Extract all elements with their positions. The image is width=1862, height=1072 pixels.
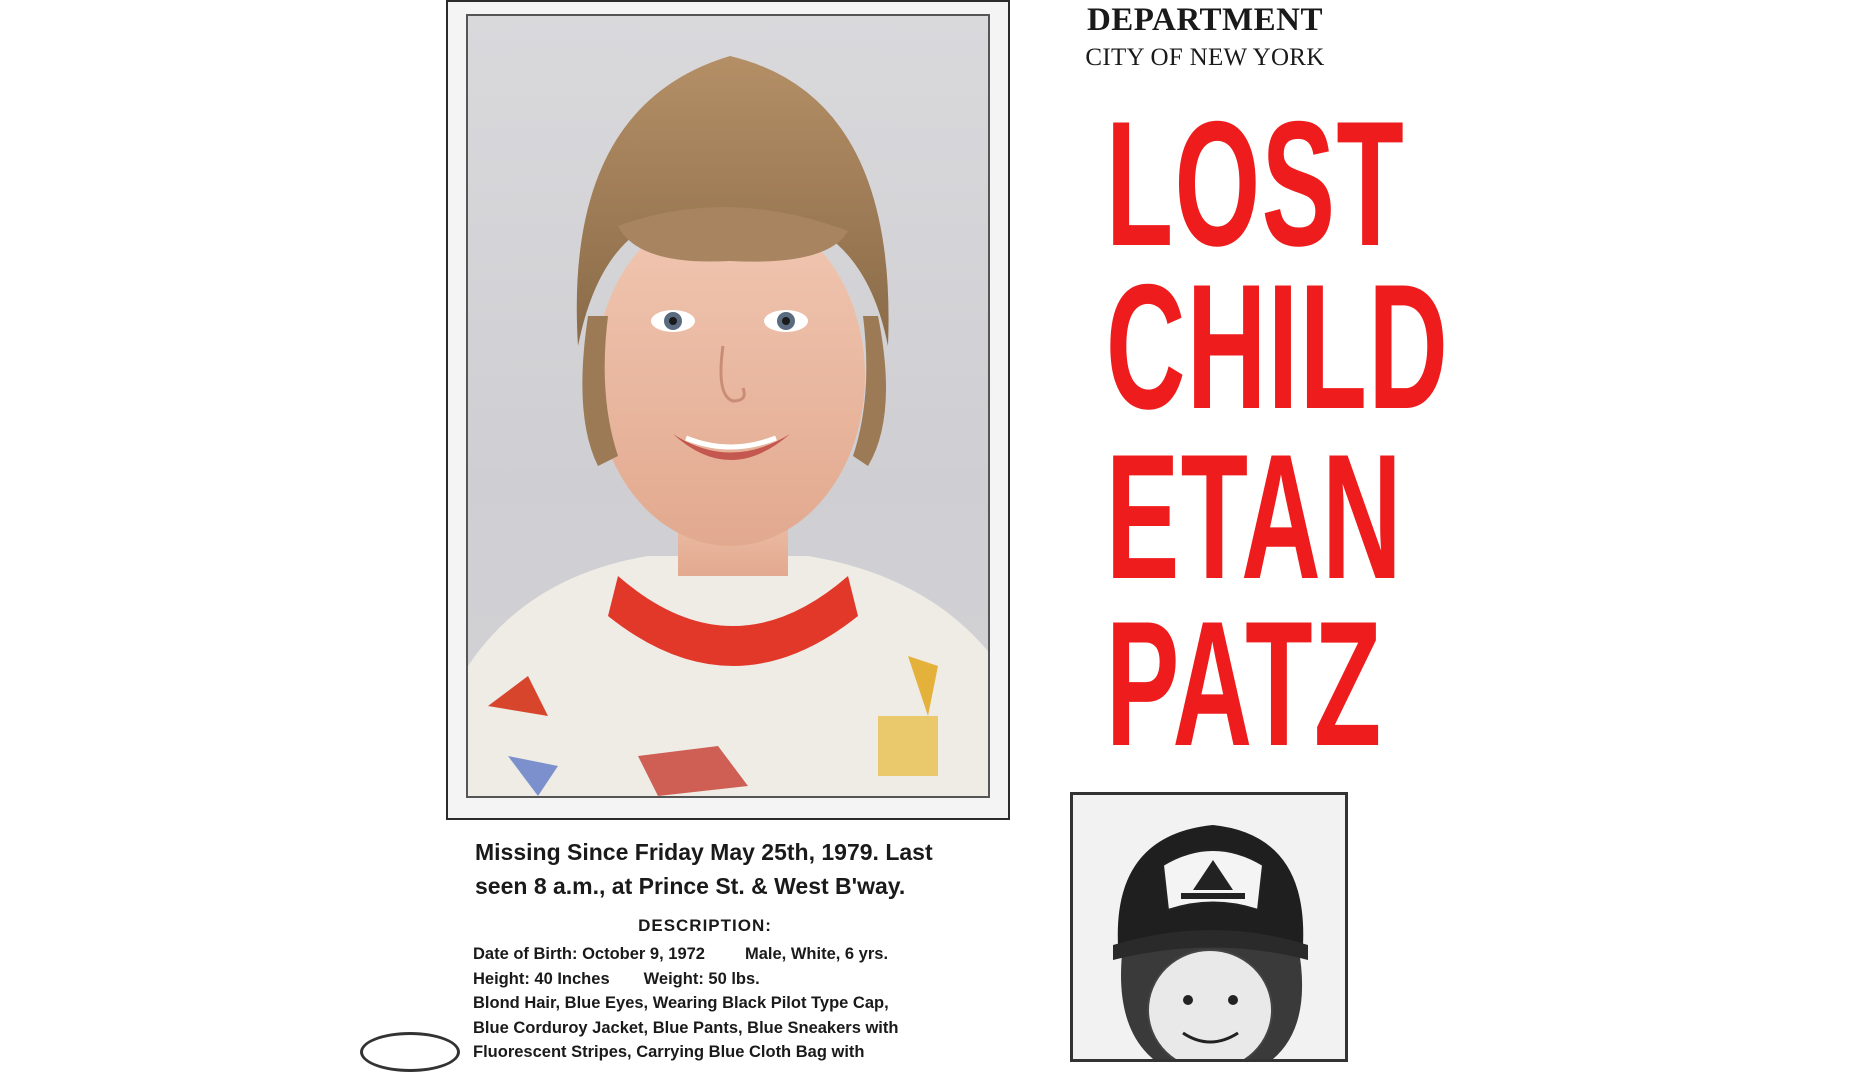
description-title: DESCRIPTION: bbox=[638, 916, 772, 935]
missing-line-1: Missing Since Friday May 25th, 1979. Last bbox=[475, 839, 933, 865]
secondary-photo bbox=[1070, 792, 1348, 1062]
city-label: CITY OF NEW YORK bbox=[1085, 44, 1325, 72]
headline-last-name: PATZ bbox=[1105, 584, 1383, 783]
department-heading bbox=[1065, 2, 1345, 72]
police-seal-icon bbox=[360, 1032, 460, 1072]
description-details bbox=[473, 942, 1033, 1065]
missing-poster bbox=[330, 0, 1450, 1061]
headline-first-name: ETAN bbox=[1105, 417, 1403, 616]
height: Height: 40 Inches bbox=[473, 969, 610, 988]
description-row-appearance: Blond Hair, Blue Eyes, Wearing Black Pilot Type Cap, bbox=[473, 994, 889, 1012]
headline-lost: LOST bbox=[1105, 84, 1406, 283]
missing-line-2: seen 8 a.m., at Prince St. & West B'way. bbox=[475, 873, 906, 899]
child-portrait-illustration bbox=[468, 16, 990, 798]
child-in-cap-illustration bbox=[1073, 795, 1345, 1059]
description-row-items: Fluorescent Stripes, Carrying Blue Cloth Bag with bbox=[473, 1043, 865, 1061]
main-photo-frame bbox=[446, 0, 1010, 820]
description-row-measurements bbox=[473, 967, 1033, 992]
description-row-dob bbox=[473, 942, 1033, 967]
weight: Weight: 50 lbs. bbox=[643, 969, 760, 988]
missing-statement bbox=[475, 835, 1015, 903]
sex-race-age: Male, White, 6 yrs. bbox=[744, 945, 889, 963]
description-row-clothing: Blue Corduroy Jacket, Blue Pants, Blue Sneakers with bbox=[473, 1018, 899, 1037]
headline-child: CHILD bbox=[1105, 247, 1450, 446]
date-of-birth: Date of Birth: October 9, 1972 bbox=[473, 945, 705, 963]
department-label: DEPARTMENT bbox=[1086, 2, 1324, 38]
child-portrait-photo bbox=[466, 14, 990, 798]
